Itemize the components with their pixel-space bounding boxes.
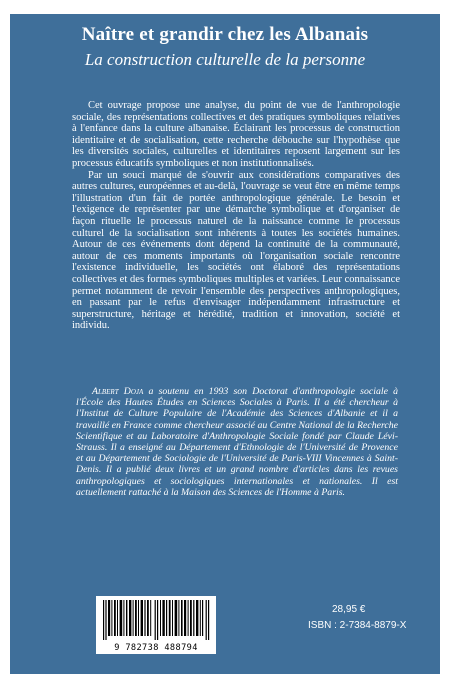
author-bio-text: a soutenu en 1993 son Doctorat d'anthropologie sociale à l'École des Hautes Études en Sciences Sociales à Paris. Il a été chercheur à l'Institut de Culture Populaire de l'Académie des Sciences d'Albanie et il a travaillé en France comme chercheur associé au Centre National de la Recherche Scientifique et au Laboratoire d'Anthropologie Sociale fondé par Claude Lévi-Strauss. Il a enseigné au Département d'Ethnologie de l'Université de Provence et au Département de Sociologie de l'Université de Paris-VIII Vincennes à Saint-Denis. Il a publié deux livres et un grand nombre d'articles dans les revues anthropologiques et sociologiques internationales et nationales. Il est actuellement rattaché à la Maison des Sciences de l'Homme à Paris. <box>76 386 398 498</box>
barcode-digits: 9 782738 488794 <box>114 643 198 653</box>
author-bio-paragraph <box>76 386 398 498</box>
back-cover <box>10 14 440 674</box>
blurb-paragraph-2: Par un souci marqué de s'ouvrir aux considérations comparatives des autres cultures, européennes et au-delà, l'ouvrage se veut être en même temps l'illustration d'un fait de portée anthropologique générale. Le besoin et l'exigence de représenter par une démarche symbolique et d'organiser de façon rituelle le processus naturel de la naissance comme le processus culturel de la socialisation sont inhérents à toutes les sociétés humaines. Autour de ces événements dont dépend la continuité de la communauté, autour de ces moments importants où l'organisation sociale rencontre l'existence individuelle, les sociétés ont élaboré des représentations collectives et des formes symboliques multiples et variées. Leur connaissance permet notamment de revoir l'ensemble des perspectives anthropologiques, en passant par le refus d'envisager indépendamment infrastructure et superstructure, héritage et hérédité, tradition et innovation, société et individu. <box>72 169 400 332</box>
blurb <box>72 100 400 332</box>
isbn: ISBN : 2-7384-8879-X <box>308 620 407 631</box>
blurb-paragraph-1: Cet ouvrage propose une analyse, du point de vue de l'anthropologie sociale, des représentations collectives et des pratiques symboliques relatives à l'enfance dans la culture albanaise. Éclairant les processus de construction identitaire et de socialisation, cette recherche débouche sur l'hypothèse que les diversités sociales, culturelles et identitaires reposent largement sur les processus éducatifs symboliques et non institutionnalisés. <box>72 100 400 169</box>
price: 28,95 € <box>332 604 366 615</box>
book-subtitle: La construction culturelle de la personne <box>84 50 366 69</box>
barcode-bars <box>102 600 210 640</box>
author-bio <box>76 386 398 498</box>
book-title: Naître et grandir chez les Albanais <box>81 24 369 45</box>
barcode <box>96 596 216 654</box>
author-name: Albert Doja <box>92 386 144 397</box>
